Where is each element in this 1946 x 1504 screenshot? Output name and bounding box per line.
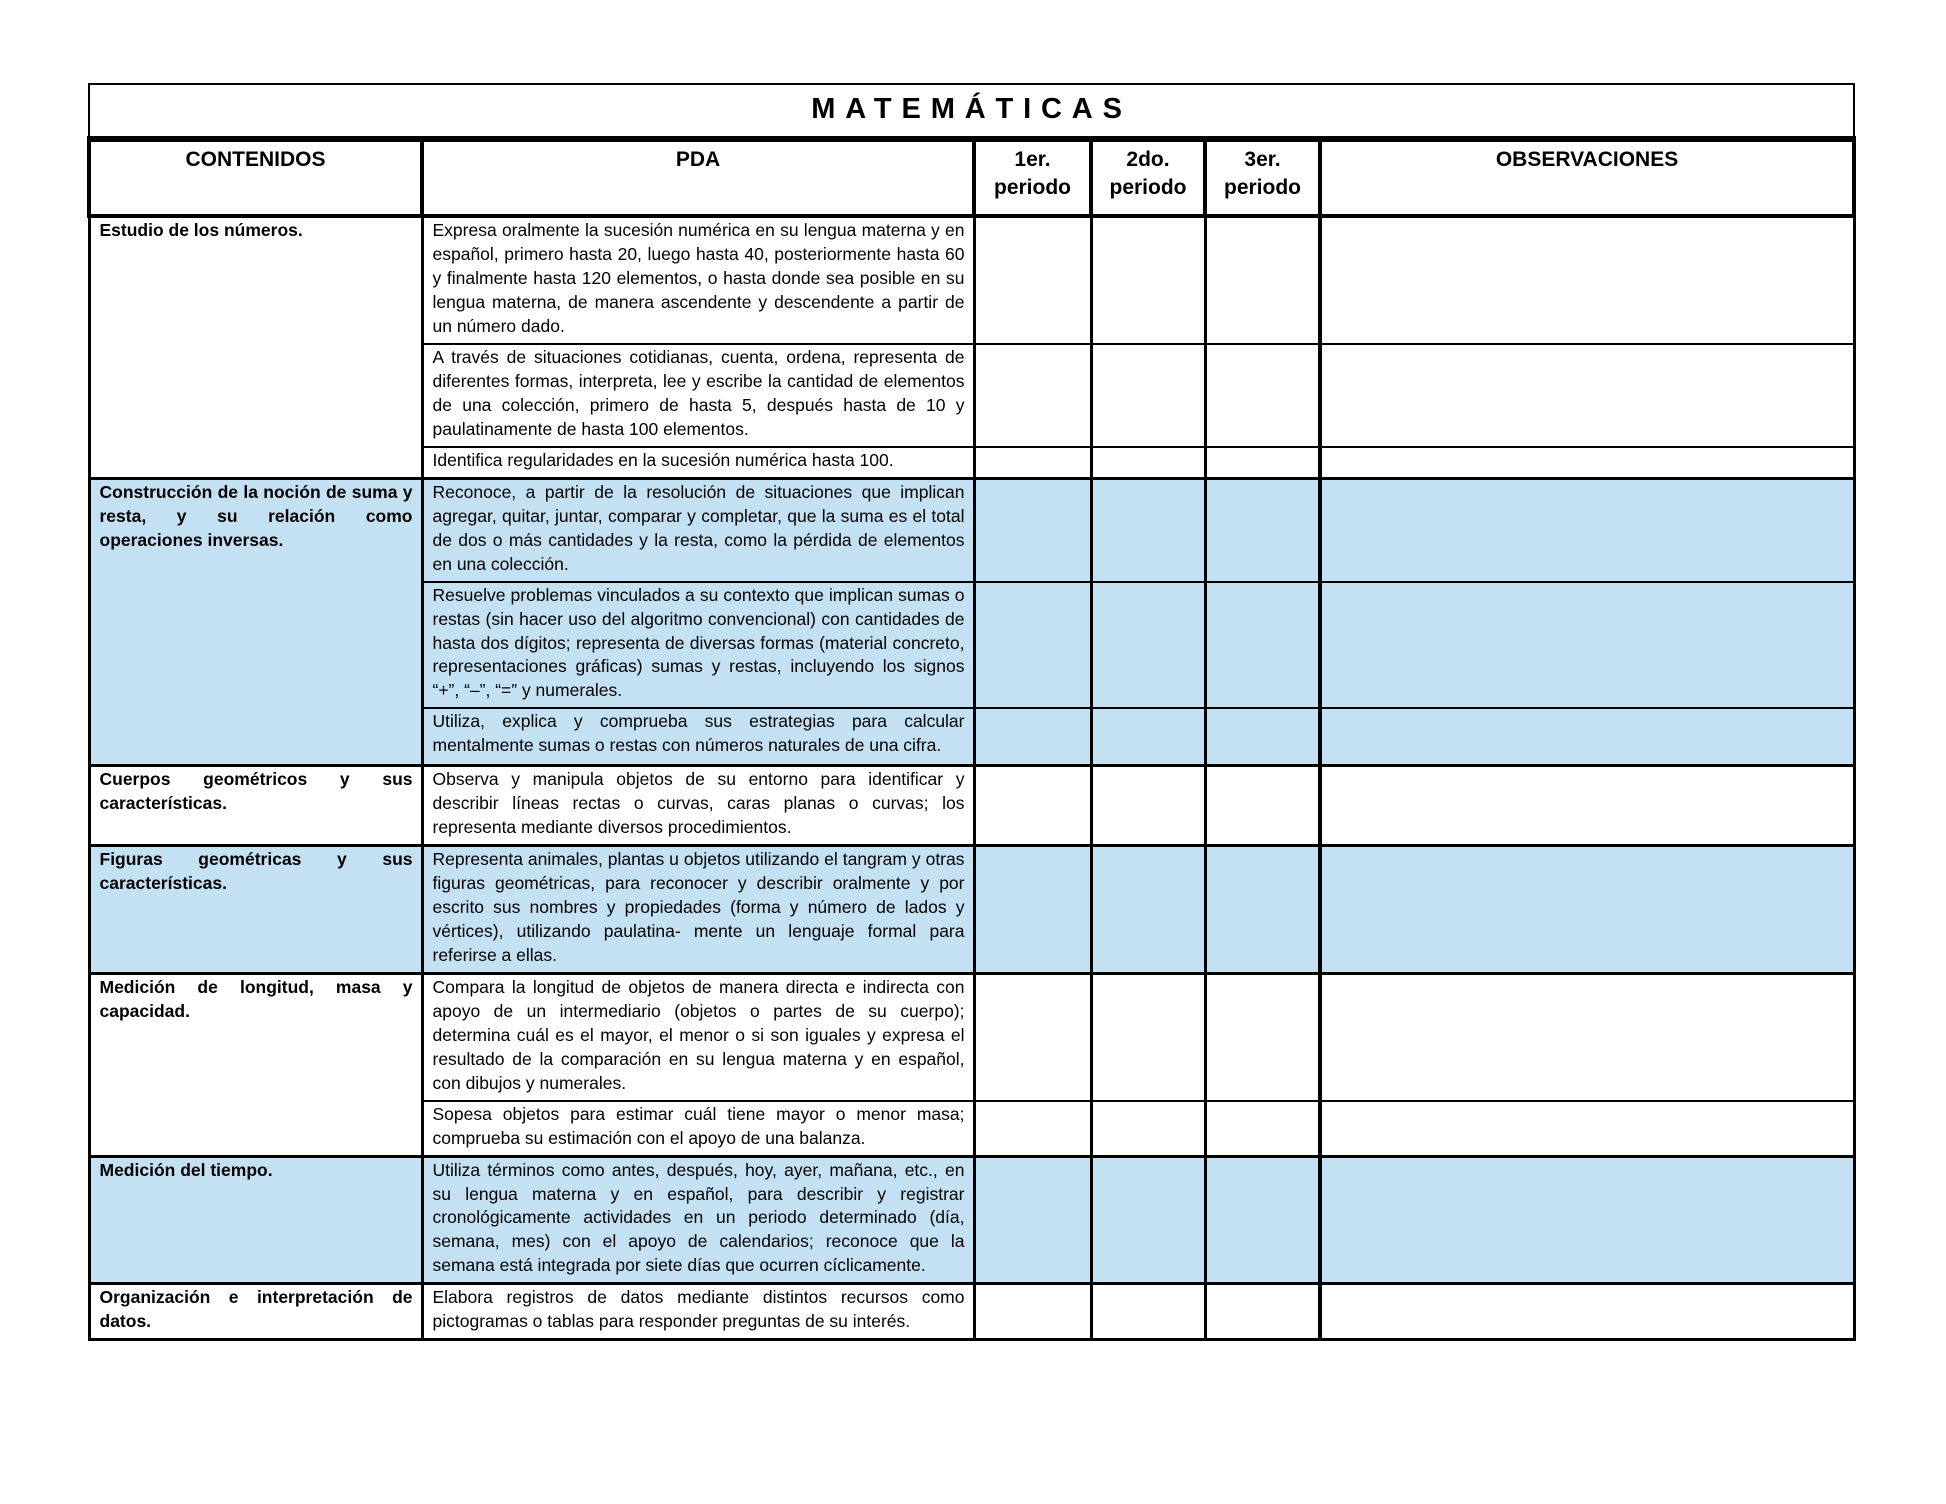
header-label: periodo (994, 176, 1071, 200)
pda-cell (422, 344, 974, 447)
column-header-periodo-3 (1205, 139, 1320, 216)
periodo3-cell (1205, 1156, 1320, 1284)
pda-text: Reconoce, a partir de la resolución de situaciones que implican agregar, quitar, juntar, comparar y completar, que la suma es el total de dos o más cantidades y la resta, como la pérdida de elementos en una colección. (432, 481, 965, 574)
pda-text: Compara la longitud de objetos de manera directa e indirecta con apoyo de un intermediario (objetos o partes de su cuerpo); determina cuál es el mayor, el menor o si son iguales y expresa el resultado de la comparación en su lengua materna y en español, con dibujos y numerales. (432, 976, 965, 1093)
periodo2-cell (1091, 845, 1205, 973)
contenido-cell (89, 765, 422, 845)
pda-text: Elabora registros de datos mediante distintos recursos como pictogramas o tablas para responder preguntas de su interés. (432, 1287, 965, 1332)
periodo1-cell (974, 478, 1091, 581)
contenido-cell (89, 216, 422, 478)
periodo2-cell (1091, 1284, 1205, 1340)
periodo1-cell (974, 1101, 1091, 1156)
pda-text: Utiliza términos como antes, después, hoy, ayer, mañana, etc., en su lengua materna y en español, para describir y registrar cronológicamente actividades en un periodo determinado (día, semana, mes) con el apoyo de calendarios; reconoce que la semana está integrada por siete días que ocurren cíclicamente. (432, 1159, 965, 1276)
pda-text: Resuelve problemas vinculados a su contexto que implican sumas o restas (sin hacer uso del algoritmo convencional) con cantidades de hasta dos dígitos; representa de diversas formas (material concreto, representaciones gráficas) sumas y restas, incluyendo los signos “+”, “–”, “=” y numerales. (432, 584, 965, 701)
contenido-cell (89, 973, 422, 1156)
table-row (89, 1284, 1854, 1340)
header-label: OBSERVACIONES (1495, 148, 1679, 171)
table-row (89, 845, 1854, 973)
pda-cell (422, 478, 974, 581)
periodo3-cell (1205, 765, 1320, 845)
pda-text: Identifica regularidades en la sucesión numérica hasta 100. (432, 449, 894, 470)
pda-cell (422, 216, 974, 344)
periodo2-cell (1091, 344, 1205, 447)
periodo3-cell (1205, 845, 1320, 973)
document-sheet (87, 83, 1852, 1341)
column-header-contenidos (89, 139, 422, 216)
header-label: 1er. (1014, 148, 1051, 171)
periodo3-cell (1205, 973, 1320, 1100)
pda-cell (422, 1101, 974, 1156)
pda-cell (422, 708, 974, 765)
contenido-label: Organización e interpretación de datos. (99, 1287, 413, 1332)
periodo1-cell (974, 845, 1091, 973)
pda-cell (422, 582, 974, 709)
column-header-periodo-2 (1091, 139, 1205, 216)
periodo2-cell (1091, 1156, 1205, 1284)
contenido-label: Medición del tiempo. (99, 1159, 273, 1180)
contenido-label: Medición de longitud, masa y capacidad. (99, 976, 413, 1021)
observaciones-cell (1320, 708, 1854, 765)
periodo2-cell (1091, 765, 1205, 845)
contenido-label: Cuerpos geométricos y sus características. (99, 768, 413, 813)
periodo1-cell (974, 765, 1091, 845)
periodo3-cell (1205, 1284, 1320, 1340)
contenido-cell (89, 845, 422, 973)
observaciones-cell (1320, 765, 1854, 845)
periodo1-cell (974, 447, 1091, 478)
table-row (89, 973, 1854, 1100)
header-label: CONTENIDOS (185, 148, 326, 171)
periodo3-cell (1205, 582, 1320, 709)
pda-cell (422, 973, 974, 1100)
column-header-observaciones (1320, 139, 1854, 216)
pda-cell (422, 845, 974, 973)
contenido-cell (89, 1284, 422, 1340)
periodo3-cell (1205, 216, 1320, 344)
periodo3-cell (1205, 708, 1320, 765)
pda-text: Observa y manipula objetos de su entorno para identificar y describir líneas rectas o curvas, caras planas o curvas; los representa mediante diversos procedimientos. (432, 768, 965, 837)
pda-text: Expresa oralmente la sucesión numérica en su lengua materna y en español, primero hasta 20, luego hasta 40, posteriormente hasta 60 y finalmente hasta 120 elementos, o hasta donde sea posible en su lengua materna, de manera ascendente y descendente a partir de un número dado. (432, 220, 965, 336)
periodo2-cell (1091, 582, 1205, 709)
contenido-label: Estudio de los números. (99, 220, 303, 240)
observaciones-cell (1320, 1284, 1854, 1340)
contenido-cell (89, 478, 422, 765)
contenido-label: Construcción de la noción de suma y resta, y su relación como operaciones inversas. (99, 481, 413, 550)
periodo1-cell (974, 973, 1091, 1100)
pda-cell (422, 765, 974, 845)
pda-text: Sopesa objetos para estimar cuál tiene mayor o menor masa; comprueba su estimación con el apoyo de una balanza. (432, 1103, 965, 1148)
periodo2-cell (1091, 478, 1205, 581)
table-row (89, 478, 1854, 581)
periodo2-cell (1091, 708, 1205, 765)
pda-cell (422, 1284, 974, 1340)
periodo2-cell (1091, 216, 1205, 344)
periodo3-cell (1205, 478, 1320, 581)
header-label: periodo (1224, 176, 1301, 200)
pda-text: Representa animales, plantas u objetos utilizando el tangram y otras figuras geométricas, para reconocer y describir oralmente y por escrito sus nombres y propiedades (forma y número de lados y vértices), utilizando paulatina- mente un lenguaje formal para referirse a ellas. (432, 848, 965, 965)
column-header-pda (422, 139, 974, 216)
observaciones-cell (1320, 582, 1854, 709)
header-label: periodo (1109, 176, 1187, 200)
pda-cell (422, 447, 974, 478)
observaciones-cell (1320, 845, 1854, 973)
periodo1-cell (974, 1284, 1091, 1340)
pda-text: Utiliza, explica y comprueba sus estrategias para calcular mentalmente sumas o restas con números naturales de una cifra. (432, 711, 965, 756)
column-header-periodo-1 (974, 139, 1091, 216)
page-title: MATEMÁTICAS (89, 84, 1854, 139)
pda-text: A través de situaciones cotidianas, cuenta, ordena, representa de diferentes formas, interpreta, lee y escribe la cantidad de elementos de una colección, primero de hasta 5, después hasta de 10 y paulatinamente de hasta 100 elementos. (432, 346, 965, 439)
observaciones-cell (1320, 1156, 1854, 1284)
table-row (89, 1156, 1854, 1284)
periodo2-cell (1091, 447, 1205, 478)
title-row (89, 84, 1854, 139)
table-row (89, 765, 1854, 845)
periodo2-cell (1091, 973, 1205, 1100)
periodo3-cell (1205, 1101, 1320, 1156)
contenido-cell (89, 1156, 422, 1284)
pda-cell (422, 1156, 974, 1284)
observaciones-cell (1320, 1101, 1854, 1156)
periodo3-cell (1205, 447, 1320, 478)
periodo1-cell (974, 344, 1091, 447)
header-label: 2do. (1126, 148, 1170, 171)
periodo1-cell (974, 708, 1091, 765)
table-row (89, 216, 1854, 344)
header-label: 3er. (1244, 148, 1281, 171)
header-row (89, 139, 1854, 216)
observaciones-cell (1320, 973, 1854, 1100)
observaciones-cell (1320, 344, 1854, 447)
periodo1-cell (974, 1156, 1091, 1284)
contenido-label: Figuras geométricas y sus características. (99, 848, 413, 893)
observaciones-cell (1320, 478, 1854, 581)
periodo2-cell (1091, 1101, 1205, 1156)
matematicas-table (87, 83, 1856, 1341)
observaciones-cell (1320, 447, 1854, 478)
periodo1-cell (974, 216, 1091, 344)
periodo3-cell (1205, 344, 1320, 447)
header-label: PDA (675, 148, 721, 171)
observaciones-cell (1320, 216, 1854, 344)
periodo1-cell (974, 582, 1091, 709)
